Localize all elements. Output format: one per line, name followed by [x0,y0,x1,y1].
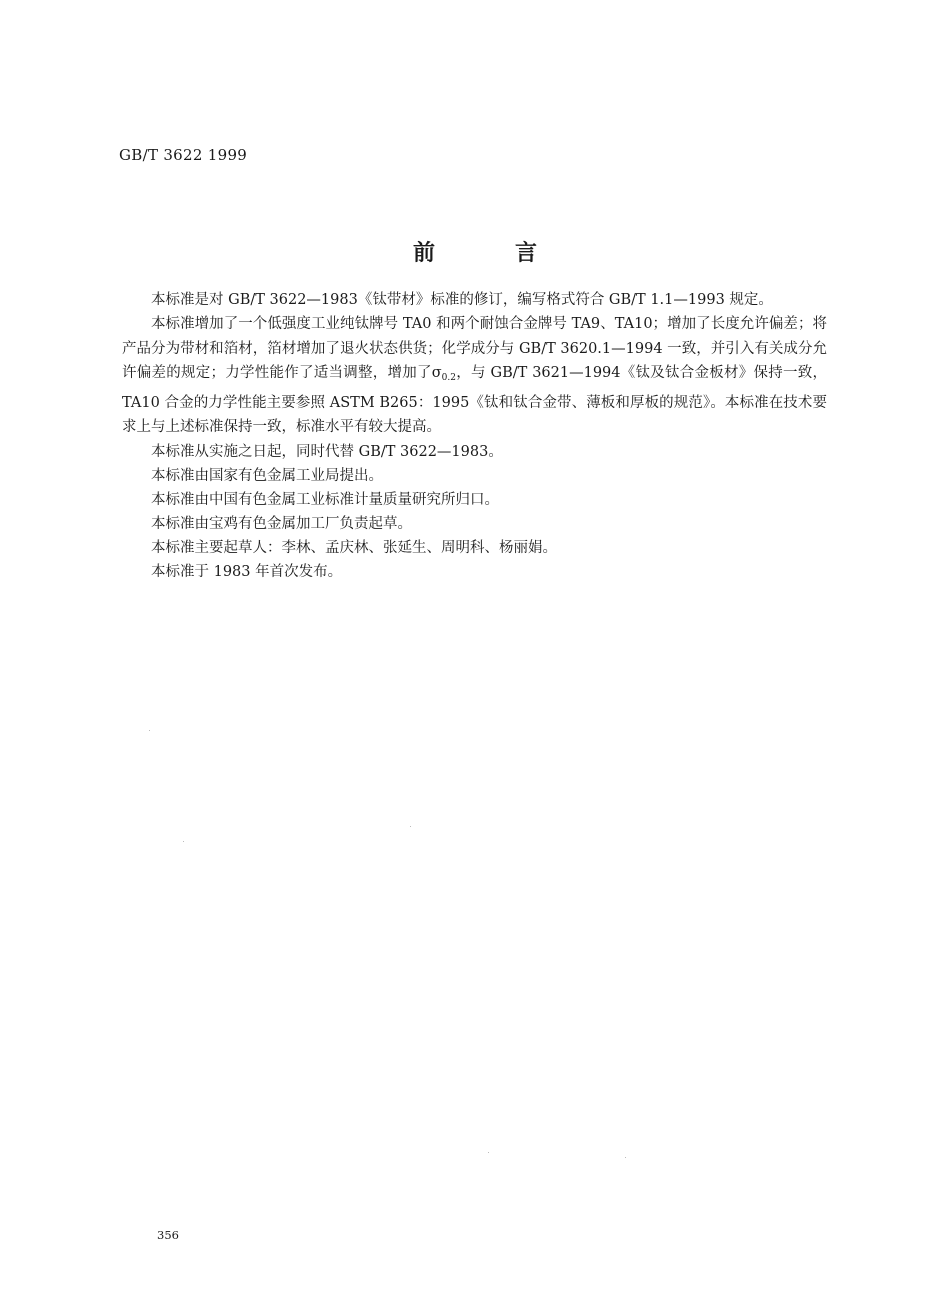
paragraph-first-published: 本标准于 1983 年首次发布。 [151,563,343,580]
paragraph-replaces: 本标准从实施之日起，同时代替 GB/T 3622—1983。 [151,443,503,460]
foreword-body [122,288,827,584]
paragraph-drafters: 本标准主要起草人：李林、孟庆林、张延生、周明科、杨丽娟。 [151,539,557,556]
paragraph-drafted-by: 本标准由宝鸡有色金属加工厂负责起草。 [151,515,412,532]
paragraph-changes-rest: ，与 GB/T 3621—1994《钛及钛合金板材》保持一致，TA10 合金的力学性能主要参照 ASTM B265：1995《钛和钛合金带、薄板和厚板的规范》。本标准在技术要求上与上述标准保持一致，标准水平有较大提高。 [122,365,827,435]
scan-speck [183,841,184,842]
paragraph-changes [122,312,827,440]
paragraph-administered-by: 本标准由中国有色金属工业标准计量质量研究所归口。 [151,491,499,508]
page-title: 前言 [412,240,617,266]
paragraph-proposed-by: 本标准由国家有色金属工业局提出。 [151,467,383,484]
sigma-subscript: 0.2 [441,373,456,383]
scan-speck [488,1152,489,1153]
scan-speck [625,1157,626,1158]
page-number: 356 [157,1228,179,1242]
standard-code: GB/T 3622 1999 [119,146,248,164]
scan-speck [410,826,411,827]
sigma-symbol: σ [431,365,442,381]
paragraph-changes-text: 本标准增加了一个低强度工业纯钛牌号 TA0 和两个耐蚀合金牌号 TA9、TA10；增加了长度允许偏差；将产品分为带材和箔材，箔材增加了退火状态供货；化学成分与 GB/T 3620.1—1994 一致，并引入有关成分允许偏差的规定；力学性能作了适当调整，增加了 [122,316,827,381]
scan-speck [149,730,150,731]
paragraph-revision: 本标准是对 GB/T 3622—1983《钛带材》标准的修订，编写格式符合 GB/T 1.1—1993 规定。 [151,292,773,308]
